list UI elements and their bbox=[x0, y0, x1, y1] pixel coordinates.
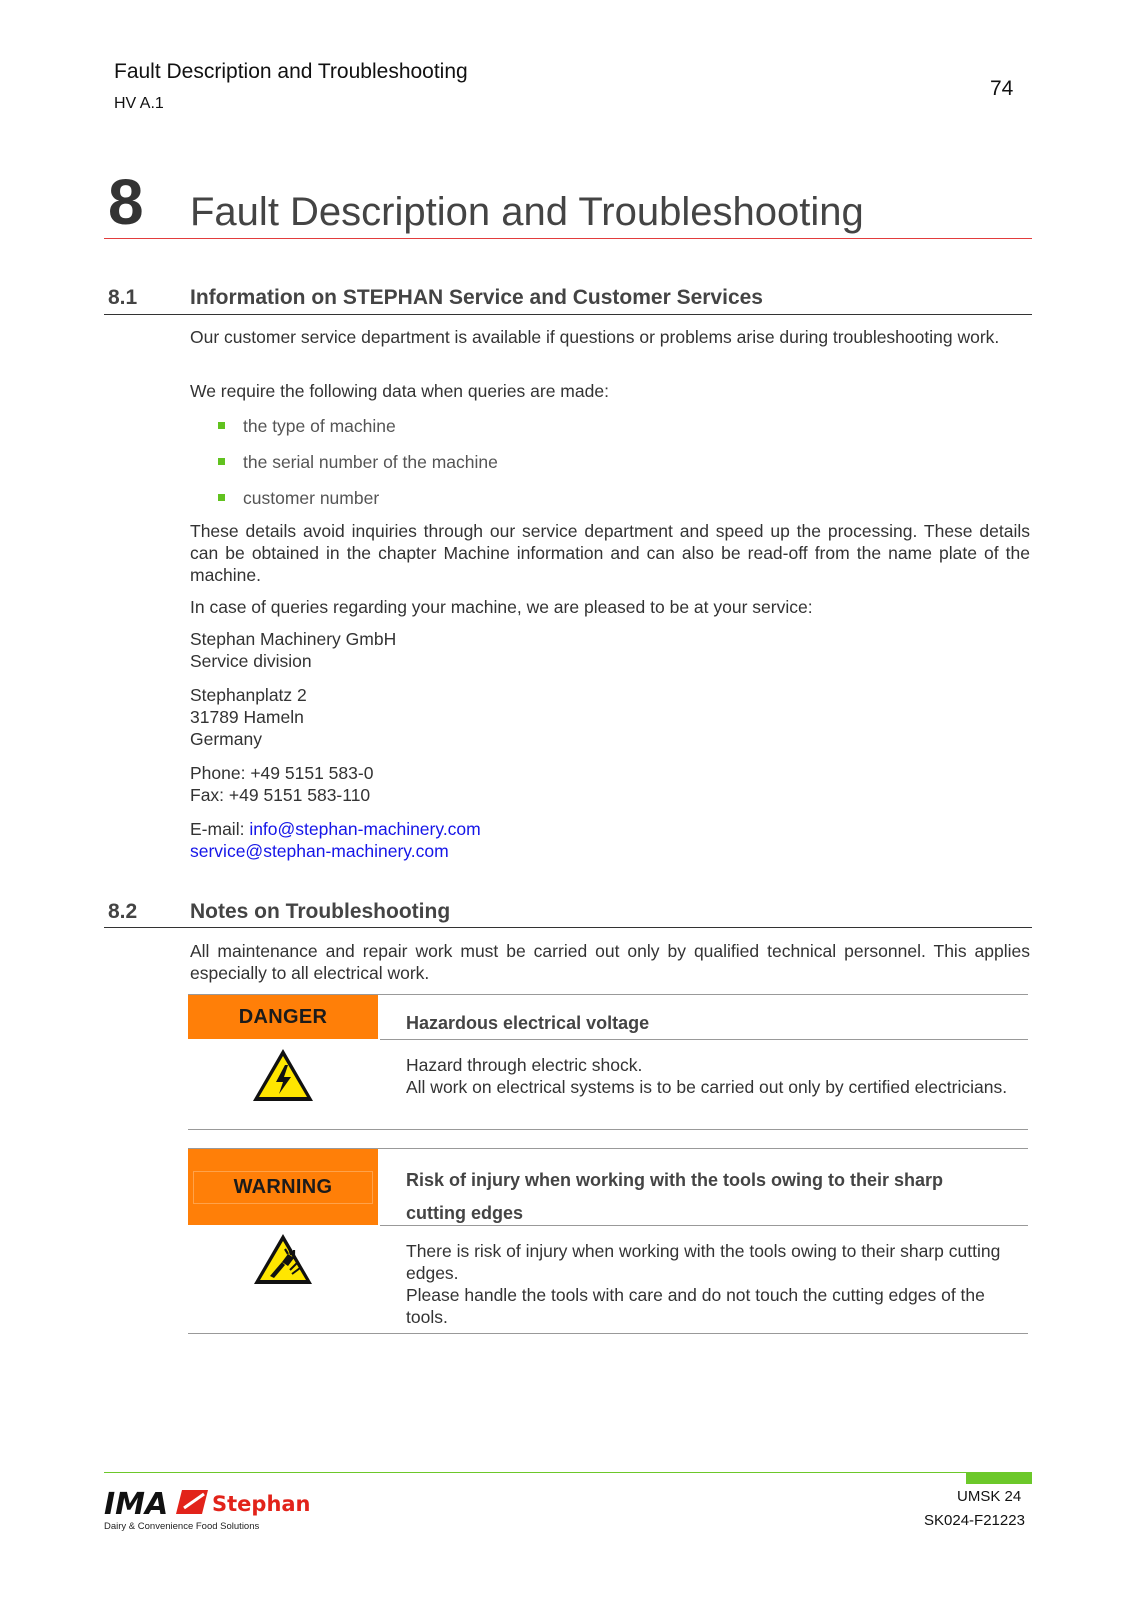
company-name: Stephan Machinery GmbH bbox=[190, 629, 397, 649]
danger-signal-box bbox=[188, 995, 378, 1039]
paragraph-details: These details avoid inquiries through our service department and speed up the processing. These details can be obtained in the chapter Machine information and can also be read-off from the name plate of the machine. bbox=[190, 521, 1030, 585]
list-item: customer number bbox=[243, 488, 380, 508]
electrical-hazard-icon bbox=[251, 1047, 315, 1103]
running-header-title: Fault Description and Troubleshooting bbox=[114, 60, 468, 83]
section-number: 8.1 bbox=[108, 286, 138, 309]
logo-stephan-text: Stephan bbox=[212, 1492, 311, 1516]
chapter-divider bbox=[104, 238, 1032, 239]
table-rule bbox=[188, 1333, 1028, 1334]
paragraph-intro: Our customer service department is available if questions or problems arise during troubleshooting work. bbox=[190, 327, 1000, 347]
footer-accent-block bbox=[966, 1472, 1032, 1484]
danger-heading: Hazardous electrical voltage bbox=[406, 1013, 650, 1033]
document-code: UMSK 24 bbox=[957, 1488, 1022, 1505]
email-label: E-mail: bbox=[190, 819, 250, 839]
section-title: Information on STEPHAN Service and Customer Services bbox=[190, 286, 763, 309]
bullet-marker bbox=[218, 458, 225, 465]
phone-number: Phone: +49 5151 583-0 bbox=[190, 763, 374, 783]
chapter-number: 8 bbox=[108, 166, 144, 238]
paragraph-require: We require the following data when queries are made: bbox=[190, 381, 609, 401]
warning-heading: Risk of injury when working with the tools owing to their sharp cutting edges bbox=[406, 1170, 944, 1223]
logo-ima-text: IMA bbox=[104, 1487, 169, 1522]
page-number: 74 bbox=[990, 77, 1014, 100]
table-rule bbox=[380, 1039, 1028, 1040]
table-rule bbox=[380, 1225, 1028, 1226]
list-item: the serial number of the machine bbox=[243, 452, 498, 472]
danger-signal-word: DANGER bbox=[238, 1005, 328, 1028]
warning-signal-word: WARNING bbox=[193, 1171, 373, 1204]
email-link-service[interactable]: service@stephan-machinery.com bbox=[190, 841, 449, 861]
list-item: the type of machine bbox=[243, 416, 396, 436]
logo-tagline: Dairy & Convenience Food Solutions bbox=[104, 1521, 260, 1532]
address-city: 31789 Hameln bbox=[190, 707, 304, 727]
footer-divider bbox=[104, 1472, 1032, 1473]
email-link-info[interactable]: info@stephan-machinery.com bbox=[249, 819, 481, 839]
warning-text-1: There is risk of injury when working with the tools owing to their sharp cutting edges. bbox=[406, 1241, 1001, 1283]
section-number: 8.2 bbox=[108, 900, 138, 923]
address-street: Stephanplatz 2 bbox=[190, 685, 307, 705]
bullet-marker bbox=[218, 494, 225, 501]
address-country: Germany bbox=[190, 729, 262, 749]
fax-number: Fax: +49 5151 583-110 bbox=[190, 785, 371, 805]
section-divider bbox=[104, 314, 1032, 315]
paragraph-maintenance: All maintenance and repair work must be carried out only by qualified technical personnel. This applies especially to all electrical work. bbox=[190, 941, 1030, 983]
chapter-title: Fault Description and Troubleshooting bbox=[190, 190, 864, 234]
danger-text-2: All work on electrical systems is to be carried out only by certified electricians. bbox=[406, 1077, 1008, 1097]
warning-signal-box bbox=[188, 1149, 378, 1225]
table-rule bbox=[188, 1129, 1028, 1130]
running-header-subtitle: HV A.1 bbox=[114, 95, 164, 112]
section-title: Notes on Troubleshooting bbox=[190, 900, 451, 923]
section-divider bbox=[104, 927, 1032, 928]
warning-text-2: Please handle the tools with care and do not touch the cutting edges of the tools. bbox=[406, 1285, 985, 1327]
cutting-hazard-icon bbox=[252, 1232, 314, 1286]
email-line bbox=[190, 818, 481, 840]
paragraph-service-intro: In case of queries regarding your machine, we are pleased to be at your service: bbox=[190, 597, 813, 617]
danger-text-1: Hazard through electric shock. bbox=[406, 1055, 643, 1075]
company-division: Service division bbox=[190, 651, 312, 671]
document-id: SK024-F21223 bbox=[924, 1512, 1025, 1529]
bullet-marker bbox=[218, 422, 225, 429]
